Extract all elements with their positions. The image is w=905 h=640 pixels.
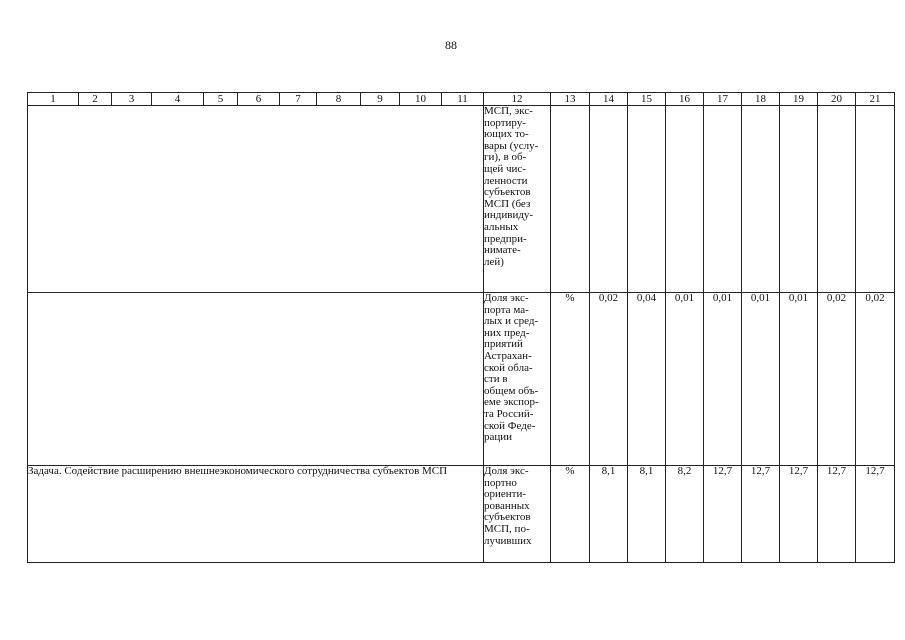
value-cell (780, 106, 818, 293)
indicator-cell (484, 106, 551, 293)
value-cell: 0,02 (818, 293, 856, 466)
value-cell (818, 106, 856, 293)
column-number-20: 20 (818, 93, 856, 106)
indicator-line: приятий (484, 338, 523, 351)
value-cell: 8,1 (628, 466, 666, 563)
value-cell (590, 106, 628, 293)
value-cell: 8,2 (666, 466, 704, 563)
page-number: 88 (445, 38, 457, 52)
table-row (28, 466, 895, 563)
indicator-line: ориенти- (484, 488, 527, 501)
column-number-13: 13 (551, 93, 590, 106)
indicator-line: рации (484, 431, 513, 444)
column-number-7: 7 (280, 93, 317, 106)
column-number-4: 4 (152, 93, 204, 106)
indicator-line: ющих то- (484, 128, 529, 141)
indicator-line: лей) (484, 255, 504, 268)
indicator-line: сти в (484, 373, 508, 386)
table-row (28, 293, 895, 466)
indicator-table (27, 92, 895, 563)
column-number-21: 21 (856, 93, 895, 106)
column-number-2: 2 (79, 93, 112, 106)
column-number-15: 15 (628, 93, 666, 106)
indicator-line: еме экспор- (484, 396, 539, 409)
indicator-line: них пред- (484, 326, 530, 339)
unit-cell: % (551, 293, 590, 466)
value-cell: 0,02 (856, 293, 895, 466)
task-cell (28, 106, 484, 293)
indicator-line: щей чис- (484, 162, 526, 175)
indicator-line: Доля экс- (484, 292, 529, 304)
indicator-line: вары (услу- (484, 139, 539, 152)
indicator-line: ской обла- (484, 361, 533, 374)
value-cell (704, 106, 742, 293)
value-cell: 12,7 (780, 466, 818, 563)
indicator-line: МСП, экс- (484, 105, 533, 117)
indicator-line: общем объ- (484, 384, 539, 397)
column-number-3: 3 (112, 93, 152, 106)
indicator-line: МСП, по- (484, 522, 530, 535)
indicator-line: МСП (без (484, 197, 531, 210)
indicator-line: рованных (484, 499, 530, 512)
indicator-line: портно (484, 476, 517, 489)
value-cell (742, 106, 780, 293)
column-number-12: 12 (484, 93, 551, 106)
indicator-line: та Россий- (484, 407, 534, 420)
indicator-line: ленности (484, 174, 528, 187)
indicator-line: портиру- (484, 116, 526, 129)
column-number-6: 6 (238, 93, 280, 106)
value-cell: 0,02 (590, 293, 628, 466)
indicator-line: порта ма- (484, 303, 529, 316)
column-number-1: 1 (28, 93, 79, 106)
column-number-5: 5 (204, 93, 238, 106)
value-cell (628, 106, 666, 293)
indicator-cell (484, 293, 551, 466)
indicator-line: субъектов (484, 511, 531, 524)
indicator-line: ги), в об- (484, 151, 527, 164)
column-number-19: 19 (780, 93, 818, 106)
indicator-line: субъектов (484, 186, 531, 199)
value-cell: 8,1 (590, 466, 628, 563)
indicator-line: индивиду- (484, 209, 534, 222)
value-cell: 12,7 (856, 466, 895, 563)
column-number-row (28, 93, 895, 106)
value-cell: 12,7 (818, 466, 856, 563)
column-number-18: 18 (742, 93, 780, 106)
indicator-line: Доля экс- (484, 465, 529, 477)
value-cell: 0,04 (628, 293, 666, 466)
column-number-11: 11 (442, 93, 484, 106)
unit-cell (551, 106, 590, 293)
column-number-16: 16 (666, 93, 704, 106)
value-cell: 0,01 (742, 293, 780, 466)
value-cell: 12,7 (742, 466, 780, 563)
indicator-line: ской Феде- (484, 419, 536, 432)
task-cell (28, 293, 484, 466)
value-cell: 12,7 (704, 466, 742, 563)
column-number-17: 17 (704, 93, 742, 106)
indicator-line: лых и сред- (484, 315, 539, 328)
unit-cell: % (551, 466, 590, 563)
value-cell: 0,01 (666, 293, 704, 466)
table-row (28, 106, 895, 293)
column-number-14: 14 (590, 93, 628, 106)
indicator-line: Астрахан- (484, 349, 532, 362)
value-cell: 0,01 (704, 293, 742, 466)
value-cell (856, 106, 895, 293)
value-cell: 0,01 (780, 293, 818, 466)
indicator-line: лучивших (484, 534, 532, 547)
indicator-line: нимате- (484, 244, 521, 257)
column-number-10: 10 (400, 93, 442, 106)
indicator-line: предпри- (484, 232, 527, 245)
task-cell: Задача. Содействие расширению внешнеэкономического сотрудничества субъектов МСП (28, 466, 484, 563)
column-number-9: 9 (361, 93, 400, 106)
column-number-8: 8 (317, 93, 361, 106)
value-cell (666, 106, 704, 293)
indicator-line: альных (484, 220, 519, 233)
indicator-cell (484, 466, 551, 563)
